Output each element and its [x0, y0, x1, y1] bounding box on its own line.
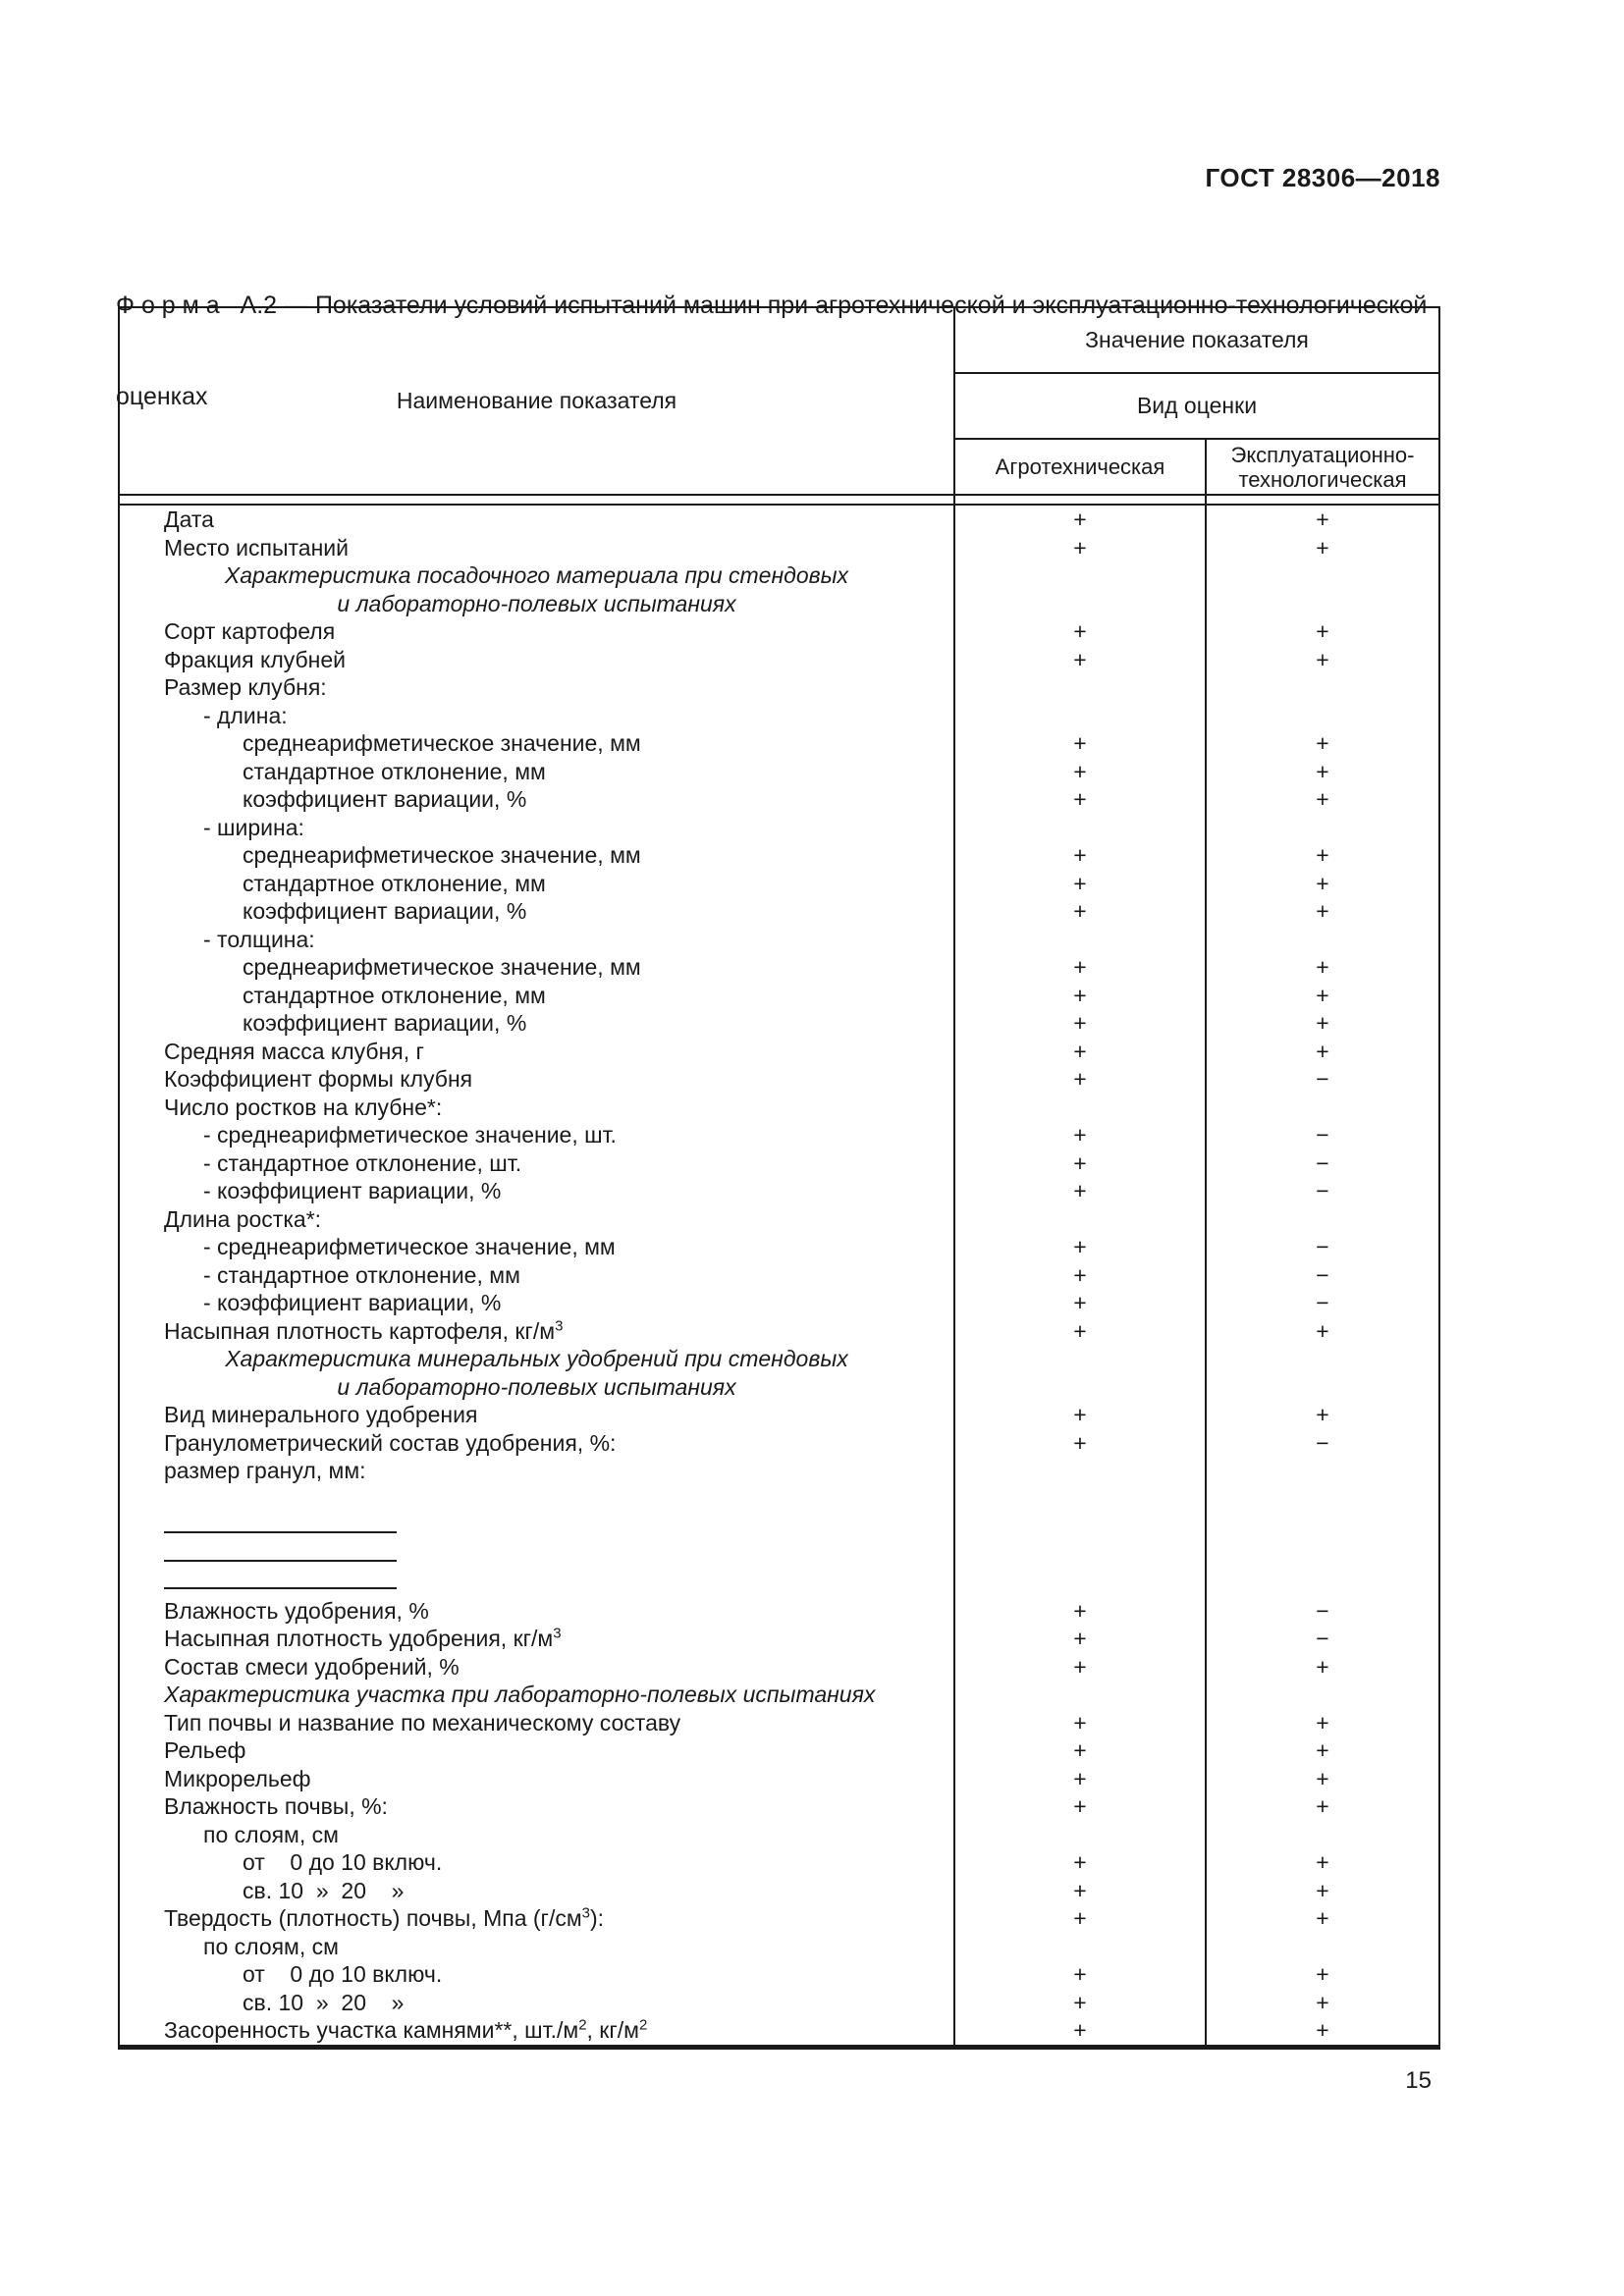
agro-value: +: [955, 534, 1207, 562]
expl-value: +: [1316, 1765, 1329, 1791]
header-right-group: [955, 308, 1438, 494]
expl-value: +: [1316, 842, 1329, 868]
expl-value: +: [1316, 898, 1329, 924]
agro-value: +: [955, 1904, 1207, 1933]
row-label: Коэффициент формы клубня: [120, 1065, 955, 1094]
agro-value: +: [955, 1121, 1207, 1149]
agro-value: +: [955, 1177, 1207, 1205]
agro-value: +: [955, 897, 1207, 926]
agro-value: +: [955, 1065, 1207, 1094]
row-label: Тип почвы и название по механическому составу: [120, 1709, 955, 1737]
table-row: [120, 1233, 1438, 1261]
agro-value: [955, 1373, 1207, 1402]
row-label: - среднеарифметическое значение, мм: [120, 1233, 955, 1261]
row-label: стандартное отклонение, мм: [120, 758, 955, 786]
expl-value: [1207, 590, 1438, 618]
indicators-table: [118, 306, 1440, 2050]
table-row: [120, 1736, 1438, 1765]
row-label: св. 10 » 20 »: [120, 1989, 955, 2017]
expl-value: −: [1316, 1626, 1329, 1651]
expl-value: [1207, 1373, 1438, 1402]
table-row: [120, 1038, 1438, 1066]
table-header: [120, 308, 1438, 494]
expl-value: [1207, 1485, 1438, 1514]
row-label: Насыпная плотность картофеля, $кг/м^3$: [120, 1317, 955, 1346]
row-label: Влажность удобрения, %: [120, 1597, 955, 1626]
expl-value: +: [1316, 534, 1329, 561]
row-label: и лабораторно-полевых испытаниях: [120, 590, 955, 618]
expl-value: [1207, 1513, 1438, 1541]
expl-value: [1207, 926, 1438, 954]
expl-value: [1207, 673, 1438, 702]
table-row: [120, 1709, 1438, 1737]
table-row: [120, 1821, 1438, 1849]
row-label: Вид минерального удобрения: [120, 1401, 955, 1429]
agro-value: [955, 814, 1207, 842]
row-label: - ширина:: [120, 814, 955, 842]
agro-value: +: [955, 1289, 1207, 1317]
agro-value: +: [955, 1597, 1207, 1626]
row-label: Место испытаний: [120, 534, 955, 562]
header-body-separator: [120, 494, 1438, 506]
row-label: Фракция клубней: [120, 646, 955, 674]
row-label: размер гранул, мм:: [120, 1457, 955, 1485]
agro-value: +: [955, 506, 1207, 534]
agro-value: +: [955, 646, 1207, 674]
table-row: [120, 982, 1438, 1010]
table-row: [120, 1009, 1438, 1038]
fill-in-line: [164, 1541, 397, 1562]
agro-value: [955, 1485, 1207, 1514]
agro-value: [955, 1345, 1207, 1373]
table-row: [120, 646, 1438, 674]
expl-value: +: [1316, 758, 1329, 784]
table-row: [120, 506, 1438, 534]
agro-value: [955, 1821, 1207, 1849]
expl-value: [1207, 1569, 1438, 1597]
expl-value: [1207, 561, 1438, 590]
agro-value: [955, 926, 1207, 954]
table-row: [120, 1597, 1438, 1626]
page-number: 15: [1405, 2067, 1432, 2094]
table-row: [120, 1317, 1438, 1346]
expl-value: [1207, 1345, 1438, 1373]
row-label: по слоям, см: [120, 1821, 955, 1849]
table-row: [120, 729, 1438, 758]
table-row: [120, 1401, 1438, 1429]
agro-value: +: [955, 1317, 1207, 1346]
row-label: [120, 1569, 955, 1597]
expl-value: −: [1316, 1066, 1329, 1092]
expl-value: +: [1316, 1849, 1329, 1875]
table-row: [120, 953, 1438, 982]
row-label: Число ростков на клубне*:: [120, 1094, 955, 1122]
row-label: - толщина:: [120, 926, 955, 954]
table-row: [120, 785, 1438, 814]
agro-value: [955, 1513, 1207, 1541]
expl-value: [1207, 1094, 1438, 1122]
agro-value: +: [955, 1653, 1207, 1682]
table-row: [120, 1289, 1438, 1317]
expl-value: +: [1316, 1653, 1329, 1680]
agro-value: +: [955, 1736, 1207, 1765]
fill-in-line: [164, 1513, 397, 1533]
expl-value: −: [1316, 1122, 1329, 1148]
row-label: Рельеф: [120, 1736, 955, 1765]
row-label: - стандартное отклонение, шт.: [120, 1149, 955, 1178]
header-name-col: Наименование показателя: [120, 308, 955, 494]
table-row: [120, 1877, 1438, 1905]
agro-value: +: [955, 1233, 1207, 1261]
agro-value: +: [955, 1989, 1207, 2017]
expl-value: −: [1316, 1429, 1329, 1456]
agro-value: [955, 1457, 1207, 1485]
table-row: [120, 814, 1438, 842]
table-row: [120, 1625, 1438, 1653]
table-row: [120, 534, 1438, 562]
expl-value: +: [1316, 646, 1329, 672]
expl-value: −: [1316, 1290, 1329, 1315]
table-row: [120, 1094, 1438, 1122]
table-row: [120, 1513, 1438, 1541]
table-row: [120, 1373, 1438, 1402]
table-row: [120, 1765, 1438, 1793]
table-row: [120, 926, 1438, 954]
agro-value: +: [955, 1401, 1207, 1429]
expl-value: +: [1316, 1989, 1329, 2015]
agro-value: +: [955, 1625, 1207, 1653]
agro-value: +: [955, 785, 1207, 814]
agro-value: +: [955, 617, 1207, 646]
table-row: [120, 617, 1438, 646]
table-row: [120, 673, 1438, 702]
expl-value: [1207, 1933, 1438, 1961]
table-body: [120, 506, 1438, 2045]
expl-value: [1207, 1205, 1438, 1234]
row-label: - длина:: [120, 702, 955, 730]
table-row: [120, 1485, 1438, 1514]
row-label: Состав смеси удобрений, %: [120, 1653, 955, 1682]
row-label: коэффициент вариации, %: [120, 785, 955, 814]
row-label: Характеристика посадочного материала при стендовых: [120, 561, 955, 590]
expl-value: +: [1316, 1010, 1329, 1036]
expl-value: +: [1316, 1905, 1329, 1931]
row-label: стандартное отклонение, мм: [120, 870, 955, 898]
form-title-line1: Ф о р м а А.2 — Показатели условий испытаний машин при агротехнической и эксплуатационно-технологической: [116, 292, 1428, 319]
table-row: [120, 1065, 1438, 1094]
agro-value: +: [955, 1261, 1207, 1290]
row-label: стандартное отклонение, мм: [120, 982, 955, 1010]
row-label: - среднеарифметическое значение, шт.: [120, 1121, 955, 1149]
expl-value: +: [1316, 730, 1329, 756]
expl-value: −: [1316, 1178, 1329, 1203]
expl-value: [1207, 1457, 1438, 1485]
table-row: [120, 1933, 1438, 1961]
table-row: [120, 1345, 1438, 1373]
table-row: [120, 1261, 1438, 1290]
table-row: [120, 1205, 1438, 1234]
table-row: [120, 1989, 1438, 2017]
row-label: среднеарифметическое значение, мм: [120, 953, 955, 982]
expl-value: −: [1316, 1234, 1329, 1259]
expl-value: +: [1316, 618, 1329, 644]
row-label: Средняя масса клубня, г: [120, 1038, 955, 1066]
agro-value: +: [955, 1038, 1207, 1066]
agro-value: +: [955, 1765, 1207, 1793]
agro-value: +: [955, 1960, 1207, 1989]
expl-value: [1207, 1541, 1438, 1570]
expl-value: +: [1316, 1961, 1329, 1987]
expl-value: +: [1316, 870, 1329, 896]
table-row: [120, 561, 1438, 590]
row-label: [120, 1541, 955, 1570]
agro-value: [955, 1681, 1207, 1709]
table-row: [120, 1457, 1438, 1485]
table-row: [120, 1904, 1438, 1933]
header-value-group: Значение показателя: [955, 308, 1438, 374]
agro-value: [955, 1541, 1207, 1570]
agro-value: +: [955, 953, 1207, 982]
expl-value: +: [1316, 1038, 1329, 1064]
row-label: среднеарифметическое значение, мм: [120, 841, 955, 870]
expl-value: +: [1316, 982, 1329, 1008]
expl-value: +: [1316, 1402, 1329, 1427]
row-label: Гранулометрический состав удобрения, %:: [120, 1429, 955, 1458]
row-label: Длина ростка*:: [120, 1205, 955, 1234]
agro-value: [955, 1933, 1207, 1961]
table-row: [120, 2016, 1438, 2045]
table-row: [120, 870, 1438, 898]
form-title-line2: оценках: [116, 383, 208, 410]
expl-value: +: [1316, 1877, 1329, 1903]
expl-value: +: [1316, 954, 1329, 980]
row-label: - коэффициент вариации, %: [120, 1289, 955, 1317]
row-label: от 0 до 10 включ.: [120, 1960, 955, 1989]
agro-value: +: [955, 1009, 1207, 1038]
agro-value: +: [955, 758, 1207, 786]
expl-value: [1207, 1821, 1438, 1849]
row-label: коэффициент вариации, %: [120, 897, 955, 926]
row-label: св. 10 » 20 »: [120, 1877, 955, 1905]
row-label: от 0 до 10 включ.: [120, 1848, 955, 1877]
agro-value: +: [955, 982, 1207, 1010]
expl-value: +: [1316, 507, 1329, 532]
agro-value: +: [955, 1149, 1207, 1178]
agro-value: [955, 590, 1207, 618]
agro-value: +: [955, 1792, 1207, 1821]
expl-value: −: [1316, 1149, 1329, 1176]
expl-value: +: [1316, 1737, 1329, 1763]
expl-value: [1207, 1681, 1438, 1709]
row-label: [120, 1513, 955, 1541]
expl-value: −: [1316, 1261, 1329, 1288]
header-col-expl: Эксплуатационно-технологическая: [1230, 442, 1415, 492]
row-label: Твердость (плотность) почвы, Мпа $(г/см^3)$:: [120, 1904, 955, 1933]
row-label: Засоренность участка камнями**, $шт./м^2$, $кг/м^2$: [120, 2016, 955, 2045]
expl-value: [1207, 702, 1438, 730]
table-row: [120, 897, 1438, 926]
table-row: [120, 1569, 1438, 1597]
agro-value: +: [955, 1877, 1207, 1905]
agro-value: [955, 1094, 1207, 1122]
row-label: Характеристика минеральных удобрений при стендовых: [120, 1345, 955, 1373]
header-eval-cols: [955, 440, 1438, 494]
agro-value: [955, 702, 1207, 730]
header-kind-group: Вид оценки: [955, 374, 1438, 440]
agro-value: [955, 1205, 1207, 1234]
row-label: - стандартное отклонение, мм: [120, 1261, 955, 1290]
table-row: [120, 841, 1438, 870]
expl-value: [1207, 814, 1438, 842]
row-label: Сорт картофеля: [120, 617, 955, 646]
row-label: [120, 1485, 955, 1514]
table-row: [120, 1177, 1438, 1205]
row-label: и лабораторно-полевых испытаниях: [120, 1373, 955, 1402]
row-label: Насыпная плотность удобрения, $кг/м^3$: [120, 1625, 955, 1653]
row-label: Влажность почвы, %:: [120, 1792, 955, 1821]
row-label: - коэффициент вариации, %: [120, 1177, 955, 1205]
row-label: Характеристика участка при лабораторно-полевых испытаниях: [120, 1681, 955, 1709]
row-label: по слоям, см: [120, 1933, 955, 1961]
agro-value: [955, 1569, 1207, 1597]
table-row: [120, 1960, 1438, 1989]
agro-value: [955, 673, 1207, 702]
expl-value: +: [1316, 1317, 1329, 1344]
agro-value: +: [955, 870, 1207, 898]
agro-value: +: [955, 1709, 1207, 1737]
table-row: [120, 590, 1438, 618]
table-row: [120, 1541, 1438, 1570]
agro-value: +: [955, 2016, 1207, 2045]
agro-value: +: [955, 841, 1207, 870]
expl-value: +: [1316, 1709, 1329, 1735]
expl-value: +: [1316, 786, 1329, 812]
table-row: [120, 1792, 1438, 1821]
agro-value: [955, 561, 1207, 590]
table-row: [120, 1429, 1438, 1458]
doc-number: ГОСТ 28306—2018: [1205, 163, 1440, 192]
table-row: [120, 1121, 1438, 1149]
row-label: Дата: [120, 506, 955, 534]
agro-value: +: [955, 1848, 1207, 1877]
fill-in-line: [164, 1569, 397, 1589]
table-row: [120, 1653, 1438, 1682]
agro-value: +: [955, 1429, 1207, 1458]
table-row: [120, 758, 1438, 786]
agro-value: +: [955, 729, 1207, 758]
row-label: среднеарифметическое значение, мм: [120, 729, 955, 758]
expl-value: +: [1316, 2017, 1329, 2043]
expl-value: +: [1316, 1793, 1329, 1819]
table-row: [120, 1681, 1438, 1709]
table-row: [120, 1848, 1438, 1877]
expl-value: −: [1316, 1597, 1329, 1624]
header-col-agro: Агротехническая: [955, 440, 1207, 494]
table-row: [120, 702, 1438, 730]
row-label: Размер клубня:: [120, 673, 955, 702]
row-label: коэффициент вариации, %: [120, 1009, 955, 1038]
row-label: Микрорельеф: [120, 1765, 955, 1793]
table-row: [120, 1149, 1438, 1178]
